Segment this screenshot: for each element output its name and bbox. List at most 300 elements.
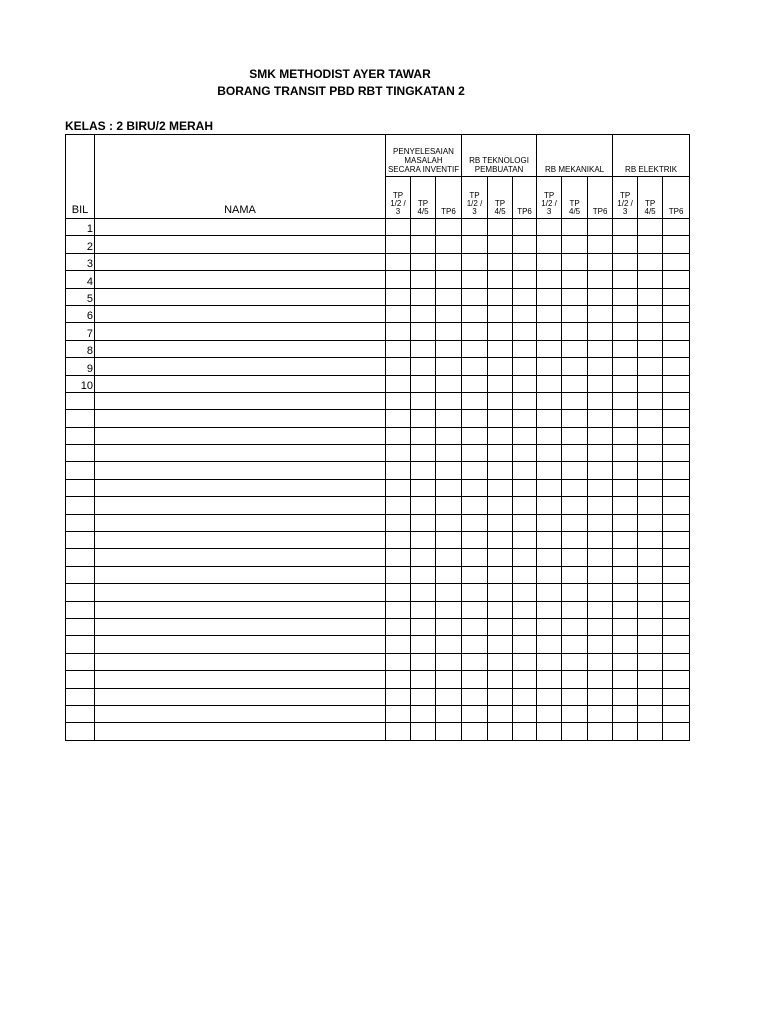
score-cell[interactable] xyxy=(436,410,462,427)
score-cell[interactable] xyxy=(537,532,562,549)
score-cell[interactable] xyxy=(513,323,537,340)
score-cell[interactable] xyxy=(663,532,690,549)
score-cell[interactable] xyxy=(588,532,613,549)
score-cell[interactable] xyxy=(436,479,462,496)
score-cell[interactable] xyxy=(613,532,638,549)
score-cell[interactable] xyxy=(386,358,411,375)
score-cell[interactable] xyxy=(537,636,562,653)
score-cell[interactable] xyxy=(588,584,613,601)
score-cell[interactable] xyxy=(613,219,638,236)
score-cell[interactable] xyxy=(537,410,562,427)
score-cell[interactable] xyxy=(613,497,638,514)
score-cell[interactable] xyxy=(663,584,690,601)
nama-cell[interactable] xyxy=(95,392,386,409)
nama-cell[interactable] xyxy=(95,445,386,462)
score-cell[interactable] xyxy=(436,549,462,566)
score-cell[interactable] xyxy=(613,305,638,322)
score-cell[interactable] xyxy=(613,462,638,479)
nama-cell[interactable] xyxy=(95,601,386,618)
score-cell[interactable] xyxy=(436,462,462,479)
score-cell[interactable] xyxy=(386,723,411,740)
score-cell[interactable] xyxy=(562,671,588,688)
score-cell[interactable] xyxy=(638,705,663,722)
score-cell[interactable] xyxy=(488,392,513,409)
score-cell[interactable] xyxy=(537,601,562,618)
score-cell[interactable] xyxy=(488,688,513,705)
score-cell[interactable] xyxy=(411,671,436,688)
score-cell[interactable] xyxy=(386,636,411,653)
score-cell[interactable] xyxy=(588,271,613,288)
score-cell[interactable] xyxy=(638,253,663,270)
nama-cell[interactable] xyxy=(95,584,386,601)
score-cell[interactable] xyxy=(513,305,537,322)
score-cell[interactable] xyxy=(513,705,537,722)
score-cell[interactable] xyxy=(411,688,436,705)
score-cell[interactable] xyxy=(663,427,690,444)
score-cell[interactable] xyxy=(488,566,513,583)
score-cell[interactable] xyxy=(638,392,663,409)
score-cell[interactable] xyxy=(411,271,436,288)
score-cell[interactable] xyxy=(411,705,436,722)
score-cell[interactable] xyxy=(663,271,690,288)
score-cell[interactable] xyxy=(411,653,436,670)
score-cell[interactable] xyxy=(638,427,663,444)
score-cell[interactable] xyxy=(436,271,462,288)
score-cell[interactable] xyxy=(638,636,663,653)
score-cell[interactable] xyxy=(462,601,488,618)
score-cell[interactable] xyxy=(462,566,488,583)
score-cell[interactable] xyxy=(588,236,613,253)
score-cell[interactable] xyxy=(436,288,462,305)
nama-cell[interactable] xyxy=(95,497,386,514)
score-cell[interactable] xyxy=(537,514,562,531)
score-cell[interactable] xyxy=(663,514,690,531)
score-cell[interactable] xyxy=(462,340,488,357)
score-cell[interactable] xyxy=(588,427,613,444)
score-cell[interactable] xyxy=(411,723,436,740)
score-cell[interactable] xyxy=(613,653,638,670)
score-cell[interactable] xyxy=(537,462,562,479)
score-cell[interactable] xyxy=(513,445,537,462)
score-cell[interactable] xyxy=(436,427,462,444)
score-cell[interactable] xyxy=(638,445,663,462)
score-cell[interactable] xyxy=(613,340,638,357)
score-cell[interactable] xyxy=(462,497,488,514)
score-cell[interactable] xyxy=(537,445,562,462)
score-cell[interactable] xyxy=(488,236,513,253)
score-cell[interactable] xyxy=(663,392,690,409)
score-cell[interactable] xyxy=(588,305,613,322)
score-cell[interactable] xyxy=(638,305,663,322)
score-cell[interactable] xyxy=(663,566,690,583)
score-cell[interactable] xyxy=(613,271,638,288)
score-cell[interactable] xyxy=(638,323,663,340)
score-cell[interactable] xyxy=(411,636,436,653)
score-cell[interactable] xyxy=(462,584,488,601)
score-cell[interactable] xyxy=(638,566,663,583)
score-cell[interactable] xyxy=(436,497,462,514)
score-cell[interactable] xyxy=(537,705,562,722)
score-cell[interactable] xyxy=(436,723,462,740)
score-cell[interactable] xyxy=(588,340,613,357)
score-cell[interactable] xyxy=(588,705,613,722)
score-cell[interactable] xyxy=(488,497,513,514)
score-cell[interactable] xyxy=(436,636,462,653)
nama-cell[interactable] xyxy=(95,514,386,531)
score-cell[interactable] xyxy=(513,427,537,444)
nama-cell[interactable] xyxy=(95,340,386,357)
score-cell[interactable] xyxy=(513,653,537,670)
score-cell[interactable] xyxy=(663,219,690,236)
score-cell[interactable] xyxy=(462,636,488,653)
score-cell[interactable] xyxy=(411,288,436,305)
score-cell[interactable] xyxy=(411,305,436,322)
score-cell[interactable] xyxy=(537,375,562,392)
score-cell[interactable] xyxy=(638,514,663,531)
score-cell[interactable] xyxy=(488,462,513,479)
score-cell[interactable] xyxy=(488,323,513,340)
score-cell[interactable] xyxy=(462,271,488,288)
nama-cell[interactable] xyxy=(95,323,386,340)
score-cell[interactable] xyxy=(462,549,488,566)
score-cell[interactable] xyxy=(513,514,537,531)
nama-cell[interactable] xyxy=(95,462,386,479)
score-cell[interactable] xyxy=(488,584,513,601)
score-cell[interactable] xyxy=(663,462,690,479)
score-cell[interactable] xyxy=(613,410,638,427)
score-cell[interactable] xyxy=(562,723,588,740)
score-cell[interactable] xyxy=(436,705,462,722)
score-cell[interactable] xyxy=(513,497,537,514)
score-cell[interactable] xyxy=(588,219,613,236)
score-cell[interactable] xyxy=(462,688,488,705)
score-cell[interactable] xyxy=(488,653,513,670)
nama-cell[interactable] xyxy=(95,288,386,305)
score-cell[interactable] xyxy=(663,375,690,392)
score-cell[interactable] xyxy=(411,479,436,496)
score-cell[interactable] xyxy=(462,236,488,253)
score-cell[interactable] xyxy=(663,358,690,375)
score-cell[interactable] xyxy=(513,288,537,305)
score-cell[interactable] xyxy=(436,219,462,236)
nama-cell[interactable] xyxy=(95,427,386,444)
score-cell[interactable] xyxy=(386,392,411,409)
score-cell[interactable] xyxy=(386,514,411,531)
score-cell[interactable] xyxy=(663,410,690,427)
score-cell[interactable] xyxy=(537,340,562,357)
score-cell[interactable] xyxy=(462,532,488,549)
score-cell[interactable] xyxy=(488,601,513,618)
score-cell[interactable] xyxy=(562,427,588,444)
score-cell[interactable] xyxy=(537,219,562,236)
score-cell[interactable] xyxy=(411,427,436,444)
score-cell[interactable] xyxy=(462,219,488,236)
score-cell[interactable] xyxy=(411,323,436,340)
score-cell[interactable] xyxy=(436,618,462,635)
score-cell[interactable] xyxy=(588,253,613,270)
score-cell[interactable] xyxy=(488,671,513,688)
score-cell[interactable] xyxy=(488,219,513,236)
score-cell[interactable] xyxy=(562,462,588,479)
score-cell[interactable] xyxy=(638,410,663,427)
score-cell[interactable] xyxy=(588,462,613,479)
score-cell[interactable] xyxy=(638,584,663,601)
score-cell[interactable] xyxy=(588,375,613,392)
score-cell[interactable] xyxy=(386,566,411,583)
score-cell[interactable] xyxy=(436,514,462,531)
score-cell[interactable] xyxy=(462,253,488,270)
score-cell[interactable] xyxy=(386,618,411,635)
score-cell[interactable] xyxy=(386,236,411,253)
score-cell[interactable] xyxy=(663,723,690,740)
score-cell[interactable] xyxy=(488,705,513,722)
score-cell[interactable] xyxy=(663,479,690,496)
score-cell[interactable] xyxy=(562,549,588,566)
score-cell[interactable] xyxy=(562,340,588,357)
score-cell[interactable] xyxy=(663,236,690,253)
score-cell[interactable] xyxy=(488,305,513,322)
score-cell[interactable] xyxy=(663,618,690,635)
score-cell[interactable] xyxy=(436,445,462,462)
score-cell[interactable] xyxy=(638,688,663,705)
score-cell[interactable] xyxy=(513,358,537,375)
score-cell[interactable] xyxy=(663,445,690,462)
score-cell[interactable] xyxy=(411,253,436,270)
score-cell[interactable] xyxy=(436,566,462,583)
score-cell[interactable] xyxy=(588,671,613,688)
score-cell[interactable] xyxy=(613,253,638,270)
score-cell[interactable] xyxy=(488,410,513,427)
nama-cell[interactable] xyxy=(95,705,386,722)
score-cell[interactable] xyxy=(613,392,638,409)
score-cell[interactable] xyxy=(663,636,690,653)
score-cell[interactable] xyxy=(537,305,562,322)
score-cell[interactable] xyxy=(537,566,562,583)
score-cell[interactable] xyxy=(663,323,690,340)
score-cell[interactable] xyxy=(663,340,690,357)
score-cell[interactable] xyxy=(386,549,411,566)
score-cell[interactable] xyxy=(562,271,588,288)
score-cell[interactable] xyxy=(411,410,436,427)
score-cell[interactable] xyxy=(513,410,537,427)
score-cell[interactable] xyxy=(462,514,488,531)
score-cell[interactable] xyxy=(613,358,638,375)
score-cell[interactable] xyxy=(462,392,488,409)
score-cell[interactable] xyxy=(436,236,462,253)
score-cell[interactable] xyxy=(386,305,411,322)
score-cell[interactable] xyxy=(663,688,690,705)
score-cell[interactable] xyxy=(588,549,613,566)
score-cell[interactable] xyxy=(613,323,638,340)
score-cell[interactable] xyxy=(386,288,411,305)
score-cell[interactable] xyxy=(411,219,436,236)
score-cell[interactable] xyxy=(613,288,638,305)
score-cell[interactable] xyxy=(588,410,613,427)
score-cell[interactable] xyxy=(562,601,588,618)
score-cell[interactable] xyxy=(488,445,513,462)
score-cell[interactable] xyxy=(488,514,513,531)
score-cell[interactable] xyxy=(588,688,613,705)
score-cell[interactable] xyxy=(513,618,537,635)
score-cell[interactable] xyxy=(663,549,690,566)
score-cell[interactable] xyxy=(663,705,690,722)
score-cell[interactable] xyxy=(537,671,562,688)
score-cell[interactable] xyxy=(488,532,513,549)
score-cell[interactable] xyxy=(462,445,488,462)
score-cell[interactable] xyxy=(562,514,588,531)
score-cell[interactable] xyxy=(638,723,663,740)
score-cell[interactable] xyxy=(488,340,513,357)
score-cell[interactable] xyxy=(386,445,411,462)
nama-cell[interactable] xyxy=(95,358,386,375)
score-cell[interactable] xyxy=(462,479,488,496)
score-cell[interactable] xyxy=(386,688,411,705)
nama-cell[interactable] xyxy=(95,410,386,427)
score-cell[interactable] xyxy=(588,392,613,409)
score-cell[interactable] xyxy=(588,479,613,496)
score-cell[interactable] xyxy=(562,410,588,427)
score-cell[interactable] xyxy=(436,392,462,409)
score-cell[interactable] xyxy=(663,305,690,322)
score-cell[interactable] xyxy=(537,358,562,375)
score-cell[interactable] xyxy=(436,375,462,392)
score-cell[interactable] xyxy=(613,601,638,618)
score-cell[interactable] xyxy=(537,497,562,514)
score-cell[interactable] xyxy=(638,618,663,635)
score-cell[interactable] xyxy=(663,671,690,688)
score-cell[interactable] xyxy=(562,688,588,705)
score-cell[interactable] xyxy=(436,305,462,322)
score-cell[interactable] xyxy=(537,236,562,253)
score-cell[interactable] xyxy=(513,688,537,705)
score-cell[interactable] xyxy=(588,566,613,583)
score-cell[interactable] xyxy=(613,566,638,583)
score-cell[interactable] xyxy=(562,445,588,462)
score-cell[interactable] xyxy=(411,601,436,618)
score-cell[interactable] xyxy=(411,497,436,514)
score-cell[interactable] xyxy=(663,497,690,514)
score-cell[interactable] xyxy=(386,427,411,444)
score-cell[interactable] xyxy=(462,375,488,392)
score-cell[interactable] xyxy=(562,636,588,653)
score-cell[interactable] xyxy=(537,323,562,340)
score-cell[interactable] xyxy=(436,340,462,357)
score-cell[interactable] xyxy=(638,532,663,549)
score-cell[interactable] xyxy=(386,462,411,479)
score-cell[interactable] xyxy=(562,392,588,409)
score-cell[interactable] xyxy=(513,271,537,288)
score-cell[interactable] xyxy=(488,271,513,288)
score-cell[interactable] xyxy=(386,340,411,357)
score-cell[interactable] xyxy=(613,688,638,705)
score-cell[interactable] xyxy=(638,479,663,496)
score-cell[interactable] xyxy=(513,601,537,618)
score-cell[interactable] xyxy=(537,549,562,566)
score-cell[interactable] xyxy=(488,427,513,444)
score-cell[interactable] xyxy=(562,705,588,722)
score-cell[interactable] xyxy=(613,636,638,653)
score-cell[interactable] xyxy=(488,253,513,270)
score-cell[interactable] xyxy=(588,445,613,462)
score-cell[interactable] xyxy=(411,566,436,583)
score-cell[interactable] xyxy=(588,358,613,375)
score-cell[interactable] xyxy=(386,219,411,236)
score-cell[interactable] xyxy=(588,514,613,531)
nama-cell[interactable] xyxy=(95,219,386,236)
score-cell[interactable] xyxy=(613,514,638,531)
score-cell[interactable] xyxy=(613,549,638,566)
score-cell[interactable] xyxy=(638,601,663,618)
score-cell[interactable] xyxy=(386,653,411,670)
score-cell[interactable] xyxy=(386,601,411,618)
score-cell[interactable] xyxy=(386,497,411,514)
score-cell[interactable] xyxy=(562,219,588,236)
score-cell[interactable] xyxy=(462,427,488,444)
score-cell[interactable] xyxy=(488,288,513,305)
score-cell[interactable] xyxy=(462,323,488,340)
score-cell[interactable] xyxy=(588,618,613,635)
score-cell[interactable] xyxy=(588,723,613,740)
nama-cell[interactable] xyxy=(95,271,386,288)
score-cell[interactable] xyxy=(411,532,436,549)
score-cell[interactable] xyxy=(537,584,562,601)
score-cell[interactable] xyxy=(562,497,588,514)
score-cell[interactable] xyxy=(488,549,513,566)
score-cell[interactable] xyxy=(513,479,537,496)
score-cell[interactable] xyxy=(436,688,462,705)
score-cell[interactable] xyxy=(436,584,462,601)
score-cell[interactable] xyxy=(588,636,613,653)
score-cell[interactable] xyxy=(562,288,588,305)
score-cell[interactable] xyxy=(488,479,513,496)
nama-cell[interactable] xyxy=(95,688,386,705)
score-cell[interactable] xyxy=(613,236,638,253)
score-cell[interactable] xyxy=(462,653,488,670)
nama-cell[interactable] xyxy=(95,618,386,635)
score-cell[interactable] xyxy=(663,601,690,618)
score-cell[interactable] xyxy=(613,705,638,722)
score-cell[interactable] xyxy=(562,532,588,549)
score-cell[interactable] xyxy=(562,375,588,392)
nama-cell[interactable] xyxy=(95,479,386,496)
score-cell[interactable] xyxy=(638,375,663,392)
score-cell[interactable] xyxy=(537,688,562,705)
score-cell[interactable] xyxy=(588,601,613,618)
score-cell[interactable] xyxy=(562,479,588,496)
score-cell[interactable] xyxy=(462,305,488,322)
score-cell[interactable] xyxy=(411,340,436,357)
score-cell[interactable] xyxy=(411,618,436,635)
score-cell[interactable] xyxy=(513,236,537,253)
nama-cell[interactable] xyxy=(95,532,386,549)
score-cell[interactable] xyxy=(462,723,488,740)
score-cell[interactable] xyxy=(588,653,613,670)
score-cell[interactable] xyxy=(562,305,588,322)
score-cell[interactable] xyxy=(462,618,488,635)
score-cell[interactable] xyxy=(386,271,411,288)
score-cell[interactable] xyxy=(386,705,411,722)
score-cell[interactable] xyxy=(513,636,537,653)
score-cell[interactable] xyxy=(386,671,411,688)
score-cell[interactable] xyxy=(411,549,436,566)
score-cell[interactable] xyxy=(562,236,588,253)
score-cell[interactable] xyxy=(562,653,588,670)
score-cell[interactable] xyxy=(462,288,488,305)
score-cell[interactable] xyxy=(386,253,411,270)
score-cell[interactable] xyxy=(537,288,562,305)
score-cell[interactable] xyxy=(436,653,462,670)
score-cell[interactable] xyxy=(638,219,663,236)
